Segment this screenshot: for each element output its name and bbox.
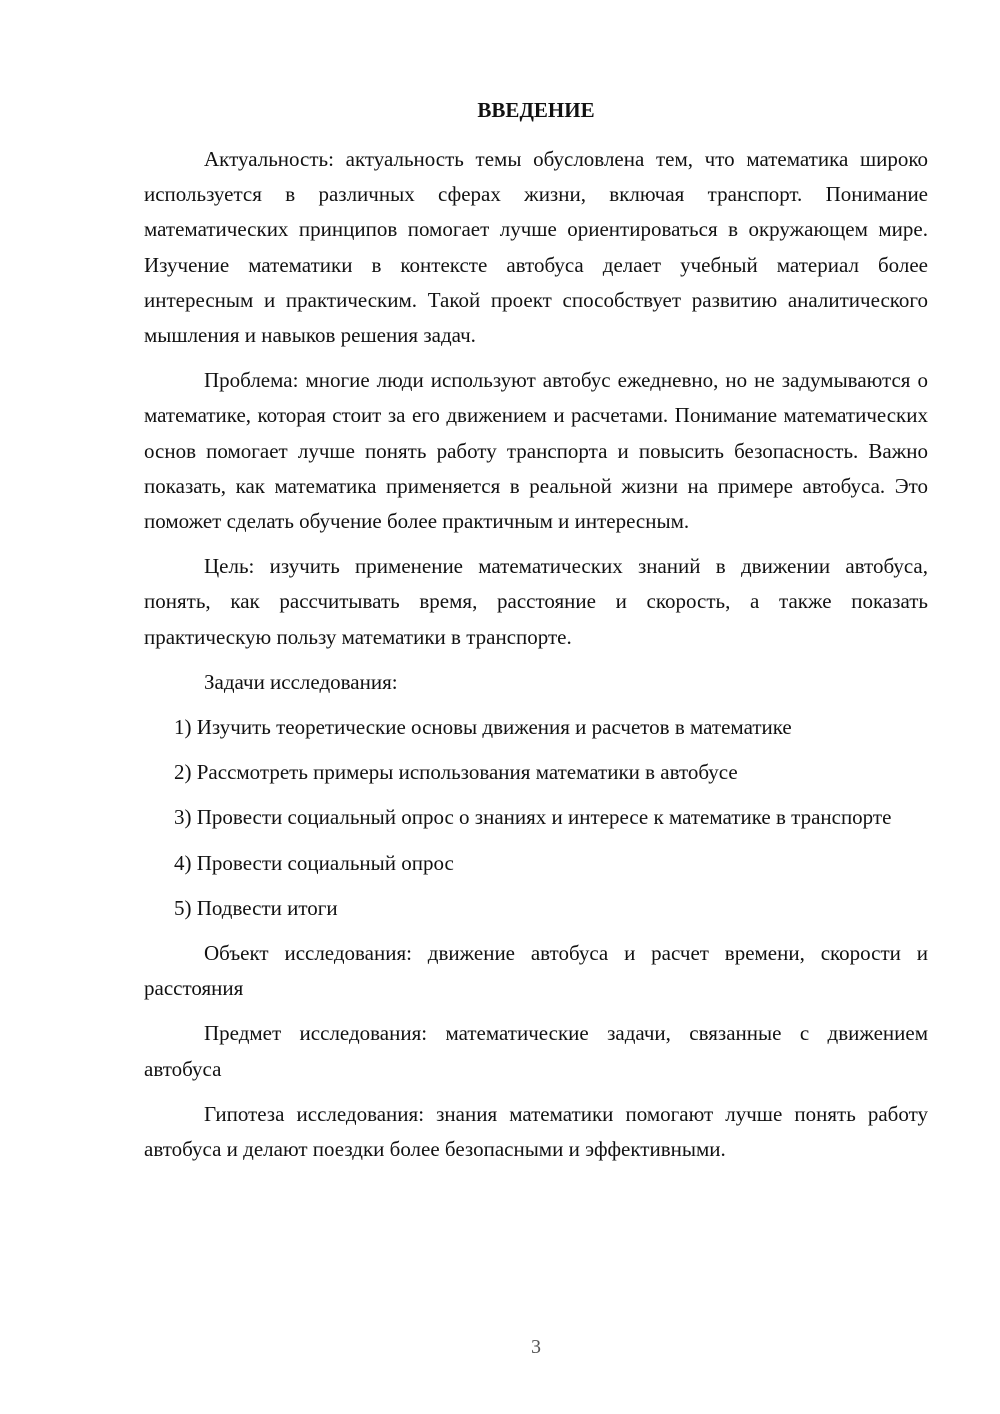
- task-item-1: 1) Изучить теоретические основы движения и расчетов в математике: [174, 715, 792, 740]
- paragraph-problem: Проблема: многие люди используют автобус ежедневно, но не задумываются о математике, которая стоит за его движением и расчетами. Понимание математических основ помогает лучше понять работу транспорта и повысить безопасность. Важно показать, как математика применяется в реальной жизни на примере автобуса. Это поможет сделать обучение более практичным и интересным.: [144, 368, 928, 534]
- page-number: 3: [531, 1336, 541, 1358]
- paragraph-subject: Предмет исследования: математические задачи, связанные с движением автобуса: [144, 1021, 928, 1081]
- task-item-3: 3) Провести социальный опрос о знаниях и интересе к математике в транспорте: [174, 805, 892, 830]
- section-title: ВВЕДЕНИЕ: [477, 98, 595, 122]
- paragraph-hypothesis: Гипотеза исследования: знания математики помогают лучше понять работу автобуса и делают поездки более безопасными и эффективными.: [144, 1101, 928, 1162]
- task-item-2: 2) Рассмотреть примеры использования математики в автобусе: [174, 760, 738, 785]
- paragraph-relevance: Актуальность: актуальность темы обусловлена тем, что математика широко используется в различных сферах жизни, включая транспорт. Понимание математических принципов помогает лучше ориентироваться в окружающем мире. Изучение математики в контексте автобуса делает учебный материал более интересным и практическим. Такой проект способствует развитию аналитического мышления и навыков решения задач.: [144, 147, 928, 348]
- paragraph-goal: Цель: изучить применение математических знаний в движении автобуса, понять, как рассчитывать время, расстояние и скорость, а также показать практическую пользу математики в транспорте.: [144, 554, 928, 649]
- tasks-heading: Задачи исследования:: [204, 669, 398, 694]
- paragraph-object: Объект исследования: движение автобуса и расчет времени, скорости и расстояния: [144, 941, 928, 1001]
- task-item-4: 4) Провести социальный опрос: [174, 850, 454, 875]
- task-item-5: 5) Подвести итоги: [174, 895, 338, 920]
- document-body: [144, 142, 928, 1177]
